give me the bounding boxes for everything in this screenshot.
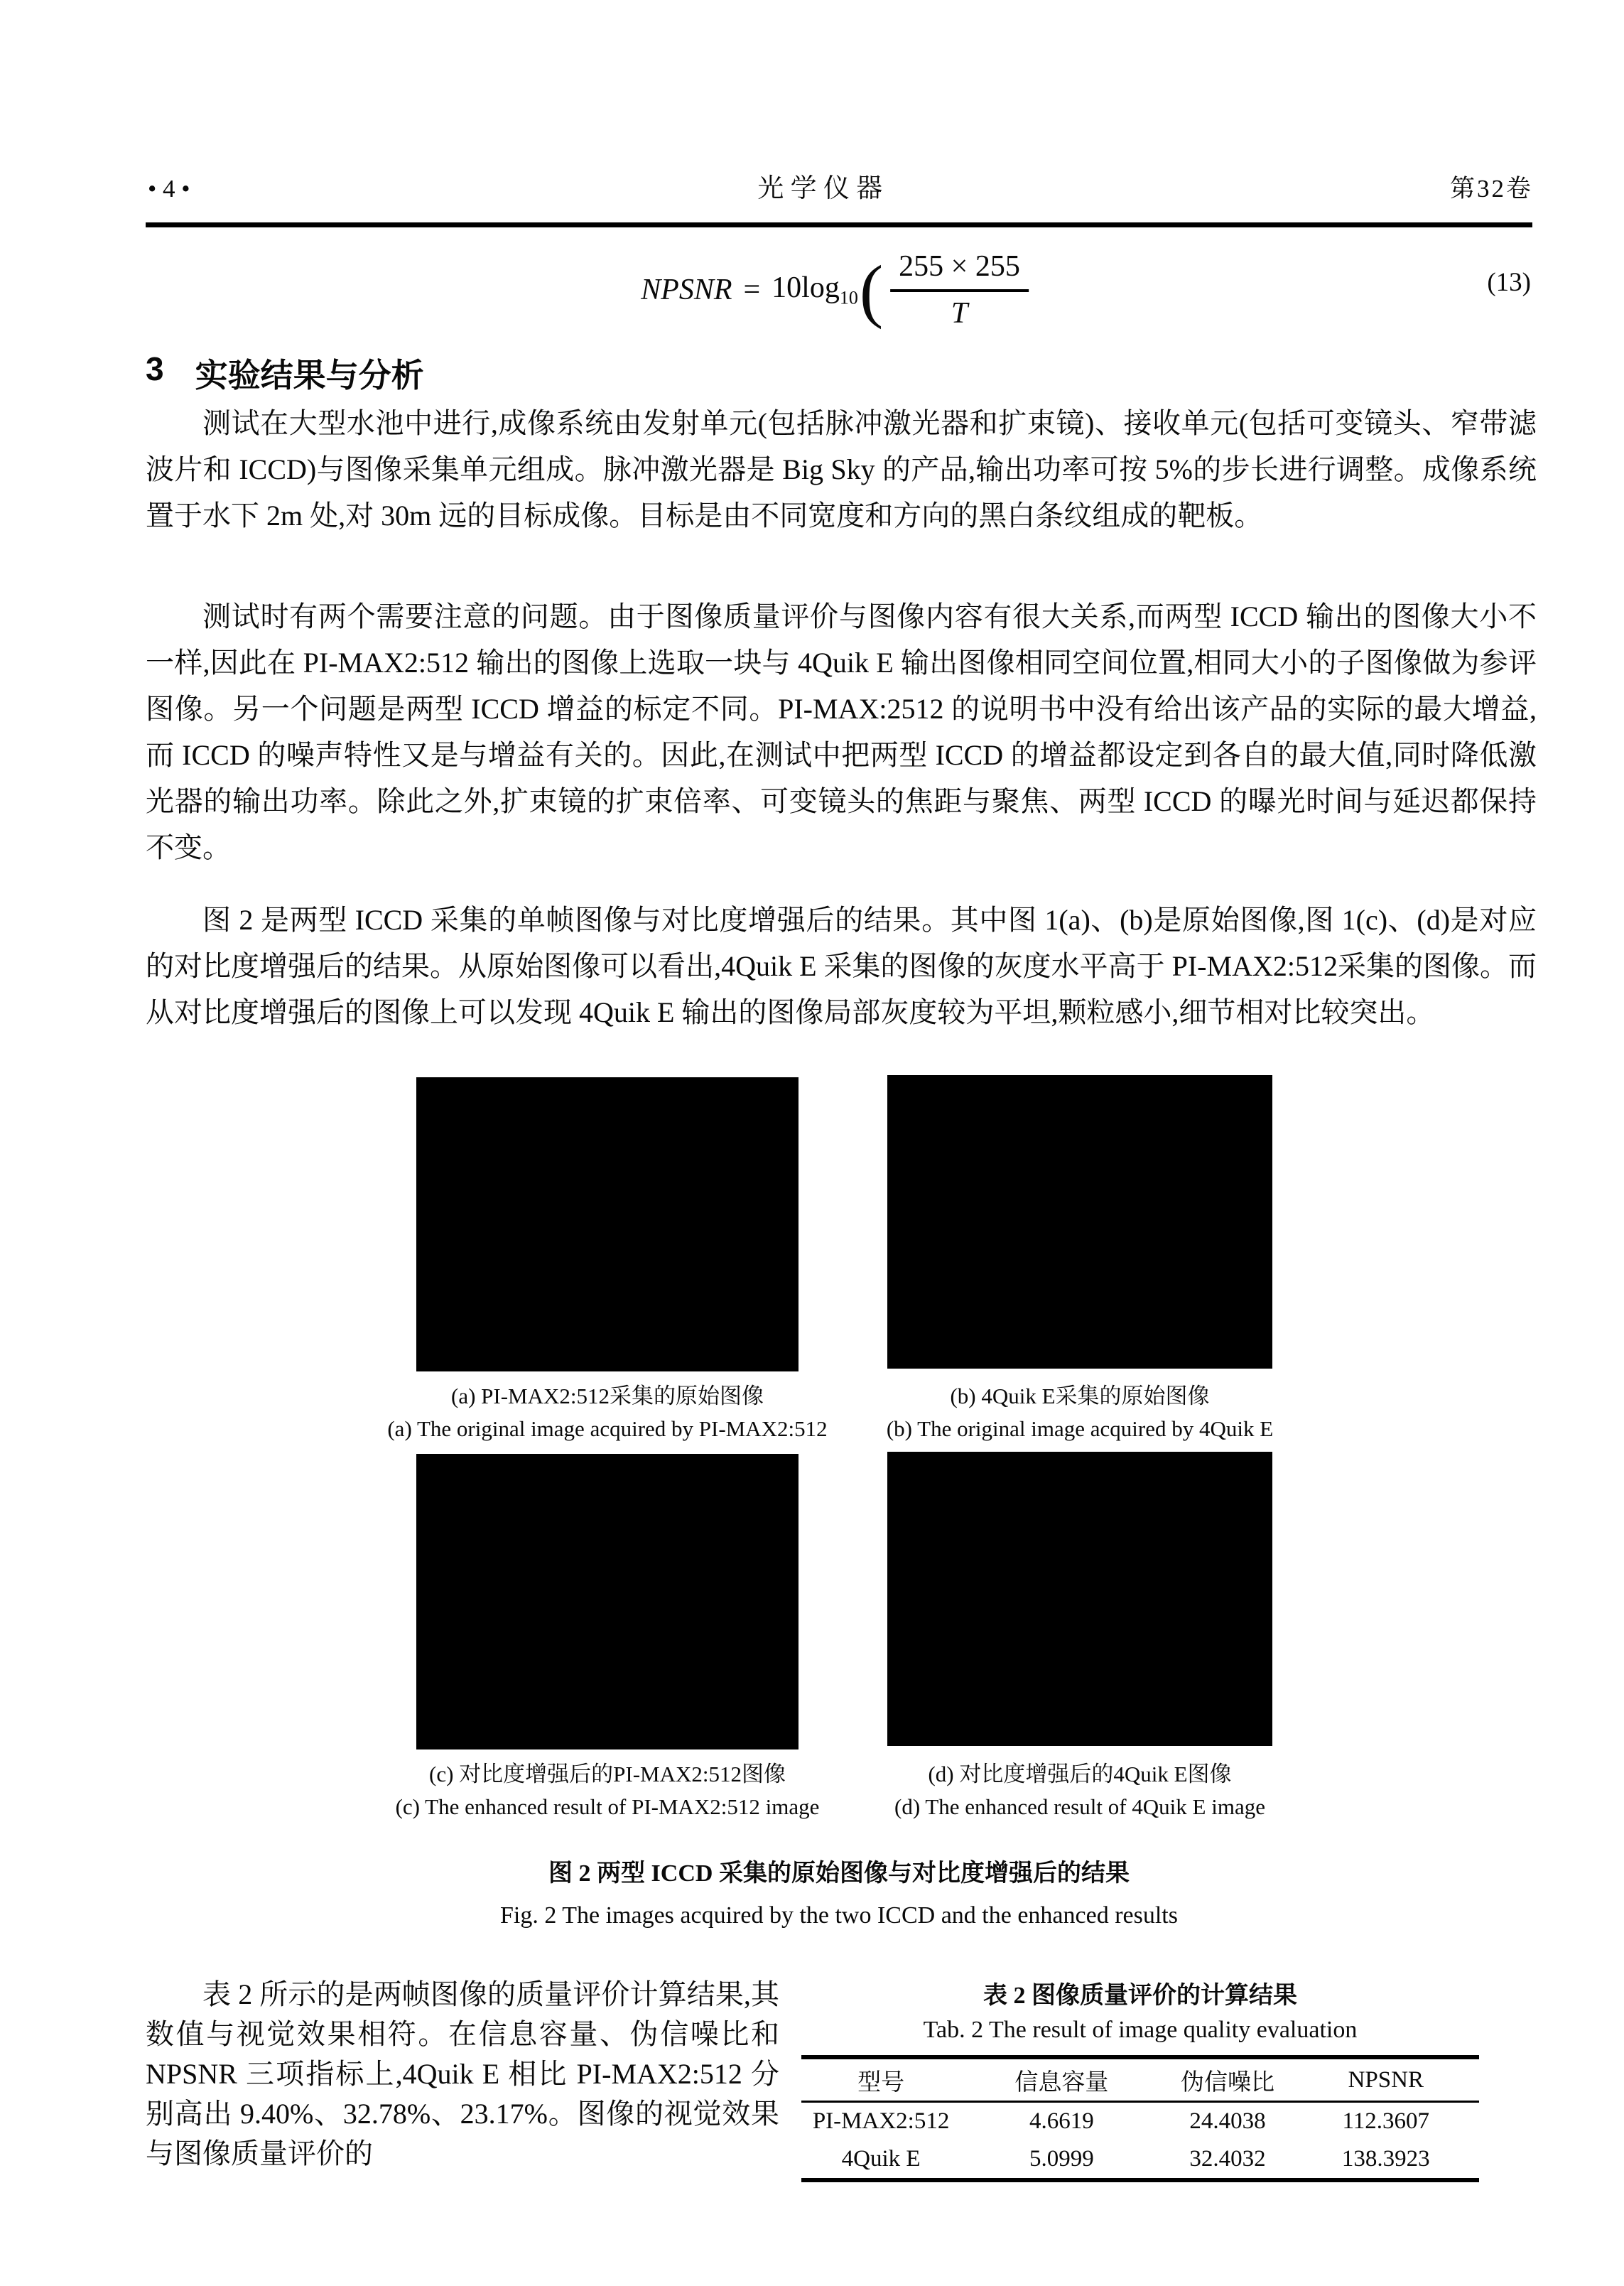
- table2-cell: 32.4032: [1189, 2146, 1266, 2172]
- figure-image-b: [887, 1075, 1272, 1369]
- table2-title-en: Tab. 2 The result of image quality evaluation: [923, 2017, 1358, 2043]
- figure2-caption-en: Fig. 2 The images acquired by the two ICCD and the enhanced results: [500, 1902, 1178, 1929]
- paragraph-1: 测试在大型水池中进行,成像系统由发射单元(包括脉冲激光器和扩束镜)、接收单元(包括可变镜头、窄带滤波片和 ICCD)与图像采集单元组成。脉冲激光器是 Big Sky 的产品,输出功率可按 5%的步长进行调整。成像系统置于水下 2m 处,对 30m 远的目标成像。目标是由不同宽度和方向的黑白条纹组成的靶板。: [146, 407, 1537, 532]
- log-coefficient: $10\log_{10}$: [772, 271, 858, 308]
- header-rule: [146, 222, 1532, 227]
- table2-title-zh: 表 2 图像质量评价的计算结果: [983, 1983, 1297, 2009]
- table2: [801, 2055, 1479, 2182]
- panel-caption-c-en: (c) The enhanced result of PI-MAX2:512 image: [395, 1794, 820, 1819]
- figure2-caption-zh: 图 2 两型 ICCD 采集的原始图像与对比度增强后的结果: [548, 1860, 1130, 1887]
- paragraph-2: 测试时有两个需要注意的问题。由于图像质量评价与图像内容有很大关系,而两型 ICCD 输出的图像大小不一样,因此在 PI-MAX2:512 输出的图像上选取一块与 4Quik E 输出图像相同空间位置,相同大小的子图像做为参评图像。另一个问题是两型 ICCD 增益的标定不同。PI-MAX:2512 的说明书中没有给出该产品的实际的最大增益,而 ICCD 的噪声特性又是与增益有关的。因此,在测试中把两型 ICCD 的增益都设定到各自的最大值,同时降低激光器的输出功率。除此之外,扩束镜的扩束倍率、可变镜头的焦距与聚焦、两型 ICCD 的曝光时间与延迟都保持不变。: [146, 600, 1537, 863]
- panel-caption-d-zh: (d) 对比度增强后的4Quik E图像: [928, 1762, 1232, 1786]
- panel-caption-b-zh: (b) 4Quik E采集的原始图像: [950, 1384, 1210, 1408]
- volume-label: 第32卷: [1449, 175, 1533, 203]
- section-title: 实验结果与分析: [195, 357, 424, 394]
- log-base: 10: [839, 287, 858, 308]
- paragraph-3: 图 2 是两型 ICCD 采集的单帧图像与对比度增强后的结果。其中图 1(a)、(b)是原始图像,图 1(c)、(d)是对应的对比度增强后的结果。从原始图像可以看出,4Quik E 采集的图像的灰度水平高于 PI-MAX2:512采集的图像。而从对比度增强后的图像上可以发现 4Quik E 输出的图像局部灰度较为平坦,颗粒感小,细节相对比较突出。: [146, 904, 1537, 1028]
- equals-sign: =: [743, 274, 761, 306]
- table2-cell: 138.3923: [1341, 2146, 1430, 2172]
- page-number-marker: • 4 •: [148, 175, 190, 203]
- equation-13: [641, 249, 1037, 330]
- table2-header-pseudo-snr: 伪信噪比: [1181, 2069, 1275, 2096]
- journal-title: 光 学 仪 器: [757, 174, 883, 203]
- table2-header-info-capacity: 信息容量: [1014, 2069, 1109, 2096]
- panel-caption-a: [352, 1380, 863, 1445]
- equation-13-row: [146, 240, 1532, 340]
- panel-caption-b-en: (b) The original image acquired by 4Quik E: [886, 1416, 1274, 1441]
- running-header: [148, 166, 1533, 205]
- fraction-denominator: T: [951, 297, 968, 330]
- panel-caption-d: [824, 1758, 1336, 1823]
- figure-image-c: [416, 1454, 799, 1749]
- table2-cell: 24.4038: [1189, 2108, 1266, 2134]
- figure-image-a: [416, 1077, 799, 1371]
- fraction: [890, 249, 1029, 330]
- equation-lhs: NPSNR: [641, 274, 732, 306]
- table2-header-row: [801, 2059, 1479, 2103]
- table2-cell: 112.3607: [1342, 2108, 1430, 2134]
- table2-cell: 5.0999: [1029, 2146, 1094, 2172]
- panel-caption-c: [352, 1758, 863, 1823]
- figure2-caption: [146, 1853, 1532, 1929]
- open-paren: (: [859, 250, 884, 330]
- equation-number: (13): [1487, 268, 1531, 297]
- table2-header-npsnr: NPSNR: [1348, 2066, 1424, 2093]
- table2-cell: 4Quik E: [841, 2146, 921, 2172]
- panel-caption-d-en: (d) The enhanced result of 4Quik E image: [894, 1794, 1265, 1819]
- paragraph-4: 表 2 所示的是两帧图像的质量评价计算结果,其数值与视觉效果相符。在信息容量、伪信噪比和 NPSNR 三项指标上,4Quik E 相比 PI-MAX2:512 分别高出 9.40%、32.78%、23.17%。图像的视觉效果与图像质量评价的: [146, 1978, 779, 2169]
- table2-cell: PI-MAX2:512: [812, 2108, 950, 2134]
- table2-cell: 4.6619: [1029, 2108, 1094, 2134]
- table-row: [801, 2140, 1479, 2178]
- table2-header-model: 型号: [857, 2069, 905, 2096]
- section-number: 3: [146, 350, 164, 387]
- fraction-numerator: 255 × 255: [890, 249, 1029, 292]
- section-heading: [146, 350, 424, 397]
- figure-image-d: [887, 1452, 1272, 1746]
- panel-caption-b: [824, 1380, 1336, 1445]
- panel-caption-c-zh: (c) 对比度增强后的PI-MAX2:512图像: [429, 1762, 786, 1786]
- table-row: [801, 2103, 1479, 2140]
- panel-caption-a-zh: (a) PI-MAX2:512采集的原始图像: [451, 1384, 764, 1408]
- panel-caption-a-en: (a) The original image acquired by PI-MAX2:512: [387, 1416, 828, 1441]
